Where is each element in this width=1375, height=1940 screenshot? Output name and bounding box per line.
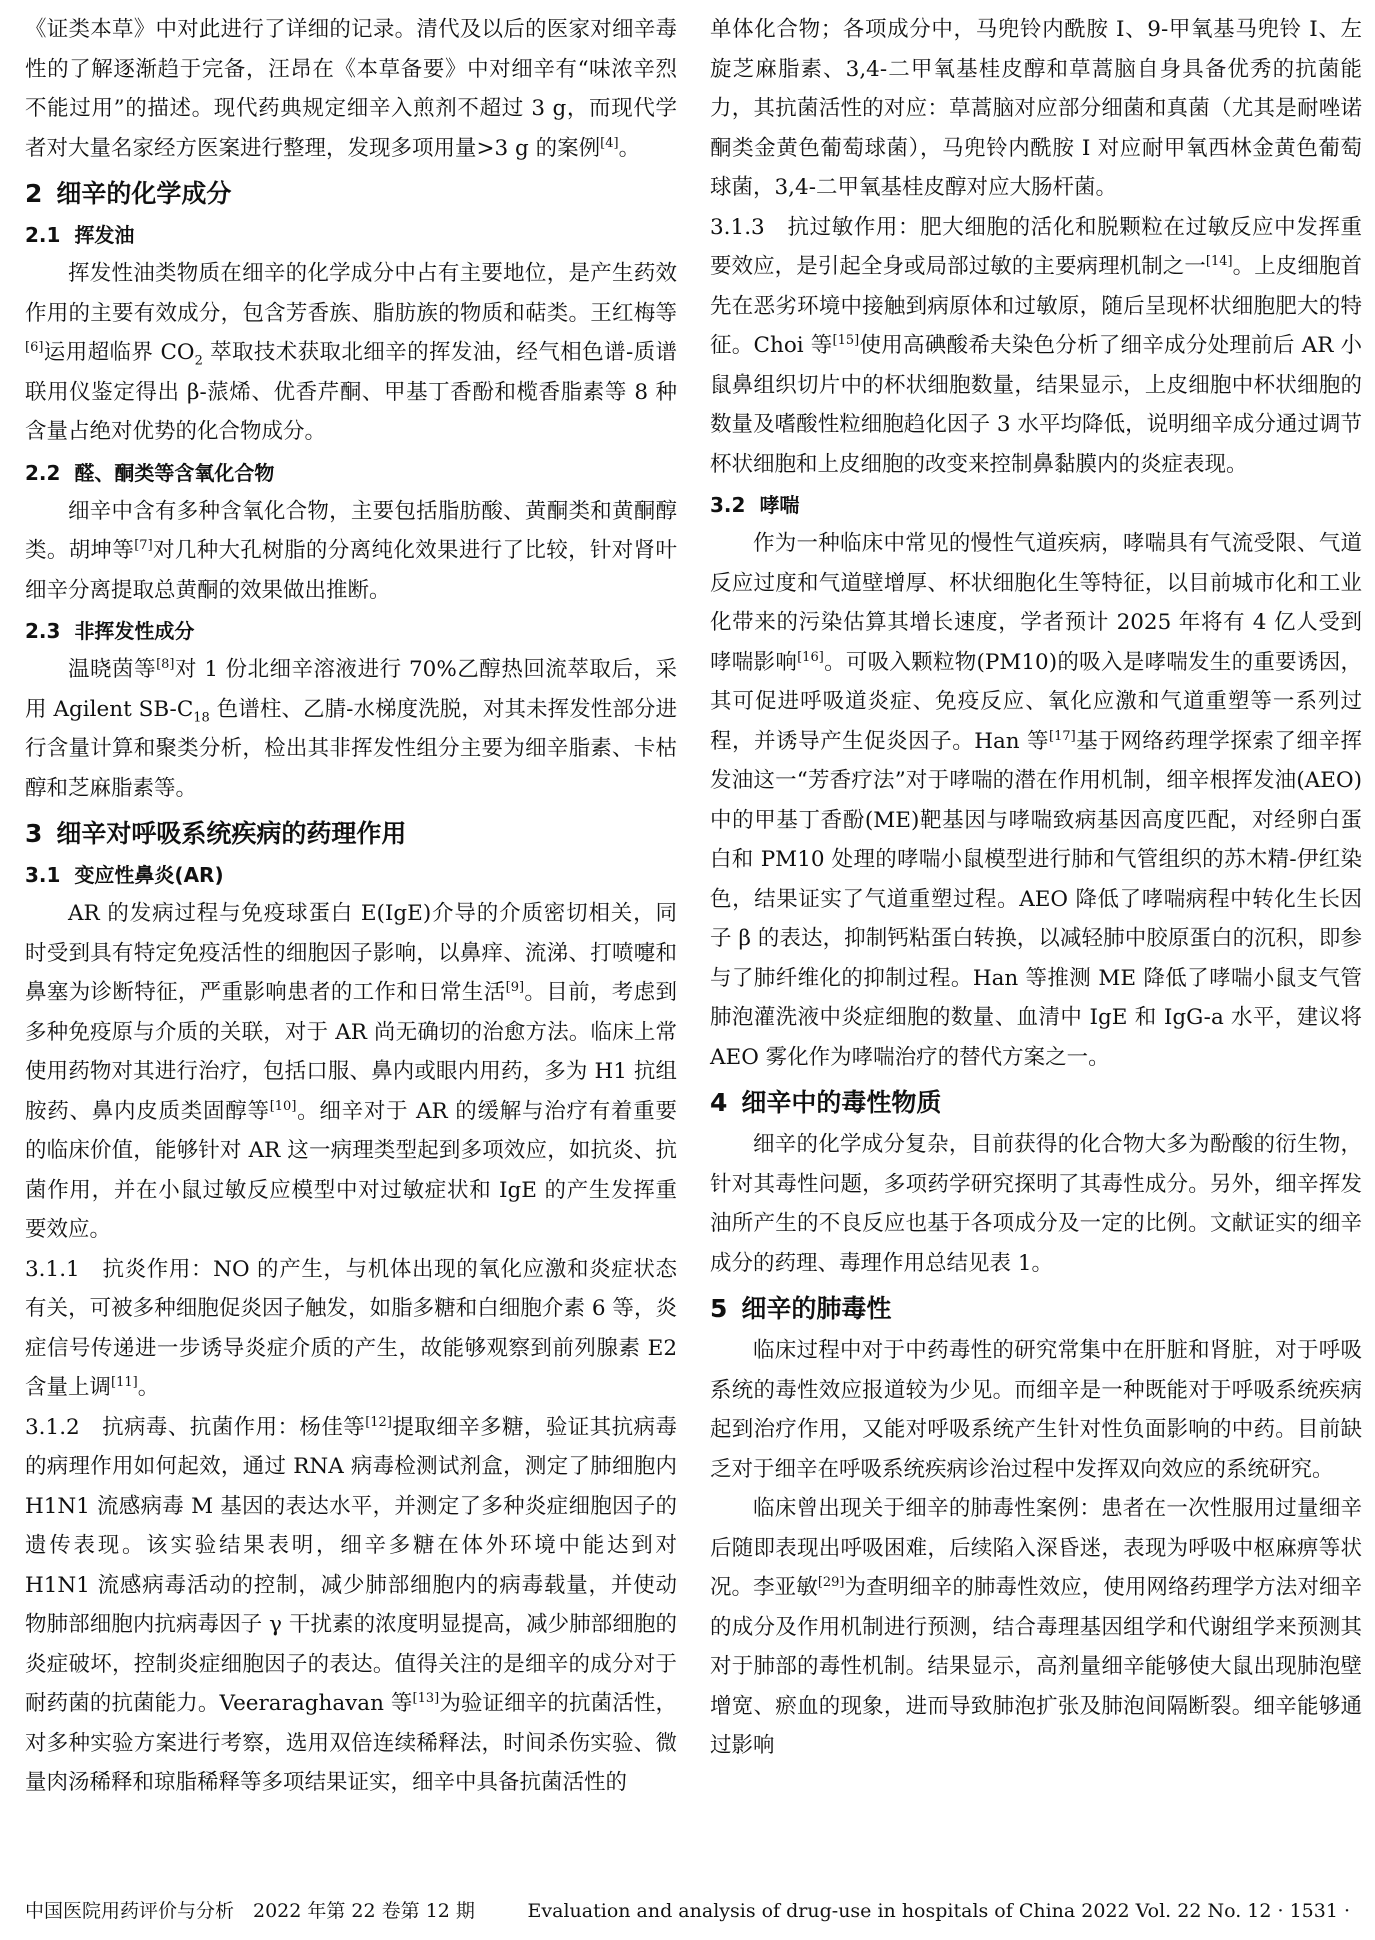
- subsection-heading-asthma: 3.2 哮喘: [710, 493, 800, 517]
- subsection-heading-allergic-rhinitis: 3.1 变应性鼻炎(AR): [25, 863, 224, 887]
- paragraph-volatile-oil: 挥发性油类物质在细辛的化学成分中占有主要地位，是产生药效作用的主要有效成分，包含芳香族、脂肪族的物质和萜类。王红梅等[6]运用超临界 $CO_2$ 萃取技术获取北细辛的挥发油，经气相色谱-质谱联用仪鉴定得出 β-蒎烯、优香芹酮、甲基丁香酚和榄香脂素等 8 种含量占绝对优势的化合物成分。: [25, 261, 677, 444]
- paragraph-lung-toxicity-2: 临床曾出现关于细辛的肺毒性案例：患者在一次性服用过量细辛后随即表现出呼吸困难，后续陷入深昏迷，表现为呼吸中枢麻痹等状况。李亚敏[29]为查明细辛的肺毒性效应，使用网络药理学方法对细辛的成分及作用机制进行预测，结合毒理基因组学和代谢组学来预测其对于肺部的毒性机制。结果显示，高剂量细辛能够使大鼠出现肺泡壁增宽、瘀血的现象，进而导致肺泡扩张及肺泡间隔断裂。细辛能够通过影响: [710, 1496, 1362, 1758]
- section-heading-respiratory-pharmacology: 3 细辛对呼吸系统疾病的药理作用: [25, 819, 407, 848]
- section-heading-lung-toxicity: 5 细辛的肺毒性: [710, 1294, 892, 1323]
- paragraph-anti-allergy: 3.1.3 抗过敏作用：肥大细胞的活化和脱颗粒在过敏反应中发挥重要效应，是引起全身或局部过敏的主要病理机制之一[14]。上皮细胞首先在恶劣环境中接触到病原体和过敏原，随后呈现杯状细胞肥大的特征。Choi 等[15]使用高碘酸希夫染色分析了细辛成分处理前后 AR 小鼠鼻组织切片中的杯状细胞数量，结果显示，上皮细胞中杯状细胞的数量及嗜酸性粒细胞趋化因子 3 水平均降低，说明细辛成分通过调节杯状细胞和上皮细胞的改变来控制鼻黏膜内的炎症表现。: [710, 214, 1363, 477]
- footer-journal-en: Evaluation and analysis of drug-use in hospitals of China 2022 Vol. 22 No. 12 · 1531 ·: [527, 1900, 1350, 1922]
- footer-journal-cn: 中国医院用药评价与分析 2022 年第 22 卷第 12 期: [25, 1900, 475, 1922]
- section-heading-toxic-substances: 4 细辛中的毒性物质: [710, 1088, 942, 1117]
- paragraph-allergic-rhinitis: AR 的发病过程与免疫球蛋白 E(IgE)介导的介质密切相关，同时受到具有特定免疫活性的细胞因子影响，以鼻痒、流涕、打喷嚏和鼻塞为诊断特征，严重影响患者的工作和日常生活[9]。目前，考虑到多种免疫原与介质的关联，对于 AR 尚无确切的治愈方法。临床上常使用药物对其进行治疗，包括口服、鼻内或眼内用药，多为 H1 抗组胺药、鼻内皮质类固醇等[10]。细辛对于 AR 的缓解与治疗有着重要的临床价值，能够针对 AR 这一病理类型起到多项效应，如抗炎、抗菌作用，并在小鼠过敏反应模型中对过敏症状和 IgE 的产生发挥重要效应。: [25, 901, 677, 1242]
- paragraph-antiviral-antibacterial: 3.1.2 抗病毒、抗菌作用：杨佳等[12]提取细辛多糖，验证其抗病毒的病理作用如何起效，通过 RNA 病毒检测试剂盒，测定了肺细胞内 H1N1 流感病毒 M 基因的表达水平，并测定了多种炎症细胞因子的遗传表现。该实验结果表明，细辛多糖在体外环境中能达到对 H1N1 流感病毒活动的控制，减少肺部细胞内的病毒载量，并使动物肺部细胞内抗病毒因子 γ 干扰素的浓度明显提高，减少肺部细胞的炎症破坏，控制炎症细胞因子的表达。值得关注的是细辛的成分对于耐药菌的抗菌能力。Veeraraghavan 等[13]为验证细辛的抗菌活性，对多种实验方案进行考察，选用双倍连续稀释法，时间杀伤实验、微量肉汤稀释和琼脂稀释等多项结果证实，细辛中具备抗菌活性的: [25, 1414, 677, 1795]
- paragraph-oxygenated-compounds: 细辛中含有多种含氧化合物，主要包括脂肪酸、黄酮类和黄酮醇类。胡坤等[7]对几种大孔树脂的分离纯化效果进行了比较，针对肾叶细辛分离提取总黄酮的效果做出推断。: [25, 498, 677, 603]
- paragraph-intro-continued: 《证类本草》中对此进行了详细的记录。清代及以后的医家对细辛毒性的了解逐渐趋于完备，汪昂在《本草备要》中对细辛有“味浓辛烈不能过用”的描述。现代药典规定细辛入煎剂不超过 3 g，而现代学者对大量名家经方医案进行整理，发现多项用量>3 g 的案例[4]。: [25, 17, 677, 161]
- subsection-heading-oxygenated-compounds: 2.2 醛、酮类等含氧化合物: [25, 460, 275, 485]
- left-column: [25, 10, 677, 1803]
- page-footer: [25, 1896, 1350, 1926]
- paragraph-anti-inflammatory: 3.1.1 抗炎作用：NO 的产生，与机体出现的氧化应激和炎症状态有关，可被多种细胞促炎因子触发，如脂多糖和白细胞介素 6 等，炎症信号传递进一步诱导炎症介质的产生，故能够观察到前列腺素 E2 含量上调[11]。: [25, 1256, 677, 1400]
- right-column: [710, 10, 1362, 1766]
- subsection-heading-nonvolatile: 2.3 非挥发性成分: [25, 619, 195, 643]
- subsection-heading-volatile-oil: 2.1 挥发油: [25, 223, 135, 247]
- paragraph-lung-toxicity-1: 临床过程中对于中药毒性的研究常集中在肝脏和肾脏，对于呼吸系统的毒性效应报道较为少见。而细辛是一种既能对于呼吸系统疾病起到治疗作用，又能对呼吸系统产生针对性负面影响的中药。目前缺乏对于细辛在呼吸系统疾病诊治过程中发挥双向效应的系统研究。: [710, 1338, 1362, 1482]
- paragraph-toxic-substances: 细辛的化学成分复杂，目前获得的化合物大多为酚酸的衍生物，针对其毒性问题，多项药学研究探明了其毒性成分。另外，细辛挥发油所产生的不良反应也基于各项成分及一定的比例。文献证实的细辛成分的药理、毒理作用总结见表 1。: [710, 1132, 1362, 1276]
- paragraph-asthma: 作为一种临床中常见的慢性气道疾病，哮喘具有气流受限、气道反应过度和气道壁增厚、杯状细胞化生等特征，以目前城市化和工业化带来的污染估算其增长速度，学者预计 2025 年将有 4 亿人受到哮喘影响[16]。可吸入颗粒物(PM10)的吸入是哮喘发生的重要诱因，其可促进呼吸道炎症、免疫反应、氧化应激和气道重塑等一系列过程，并诱导产生促炎因子。Han 等[17]基于网络药理学探索了细辛挥发油这一“芳香疗法”对于哮喘的潜在作用机制，细辛根挥发油(AEO)中的甲基丁香酚(ME)靶基因与哮喘致病基因高度匹配，对经卵白蛋白和 PM10 处理的哮喘小鼠模型进行肺和气管组织的苏木精-伊红染色，结果证实了气道重塑过程。AEO 降低了哮喘病程中转化生长因子 β 的表达，抑制钙粘蛋白转换，以减轻肺中胶原蛋白的沉积，即参与了肺纤维化的抑制过程。Han 等推测 ME 降低了哮喘小鼠支气管肺泡灌洗液中炎症细胞的数量、血清中 IgE 和 IgG-a 水平，建议将 AEO 雾化作为哮喘治疗的替代方案之一。: [710, 531, 1362, 1070]
- section-heading-chemical-composition: 2 细辛的化学成分: [25, 179, 232, 208]
- paragraph-antibacterial-continued: 单体化合物；各项成分中，马兜铃内酰胺 I、9-甲氧基马兜铃 I、左旋芝麻脂素、3,4-二甲氧基桂皮醇和草蒿脑自身具备优秀的抗菌能力，其抗菌活性的对应：草蒿脑对应部分细菌和真菌（尤其是耐唑诺酮类金黄色葡萄球菌），马兜铃内酰胺 I 对应耐甲氧西林金黄色葡萄球菌，3,4-二甲氧基桂皮醇对应大肠杆菌。: [710, 17, 1362, 200]
- paragraph-nonvolatile: 温晓茵等[8]对 1 份北细辛溶液进行 70%乙醇热回流萃取后，采用 Agilent $SB-C_{18}$ 色谱柱、乙腈-水梯度洗脱，对其未挥发性部分进行含量计算和聚类分析，检出其非挥发性组分主要为细辛脂素、卡枯醇和芝麻脂素等。: [25, 656, 677, 801]
